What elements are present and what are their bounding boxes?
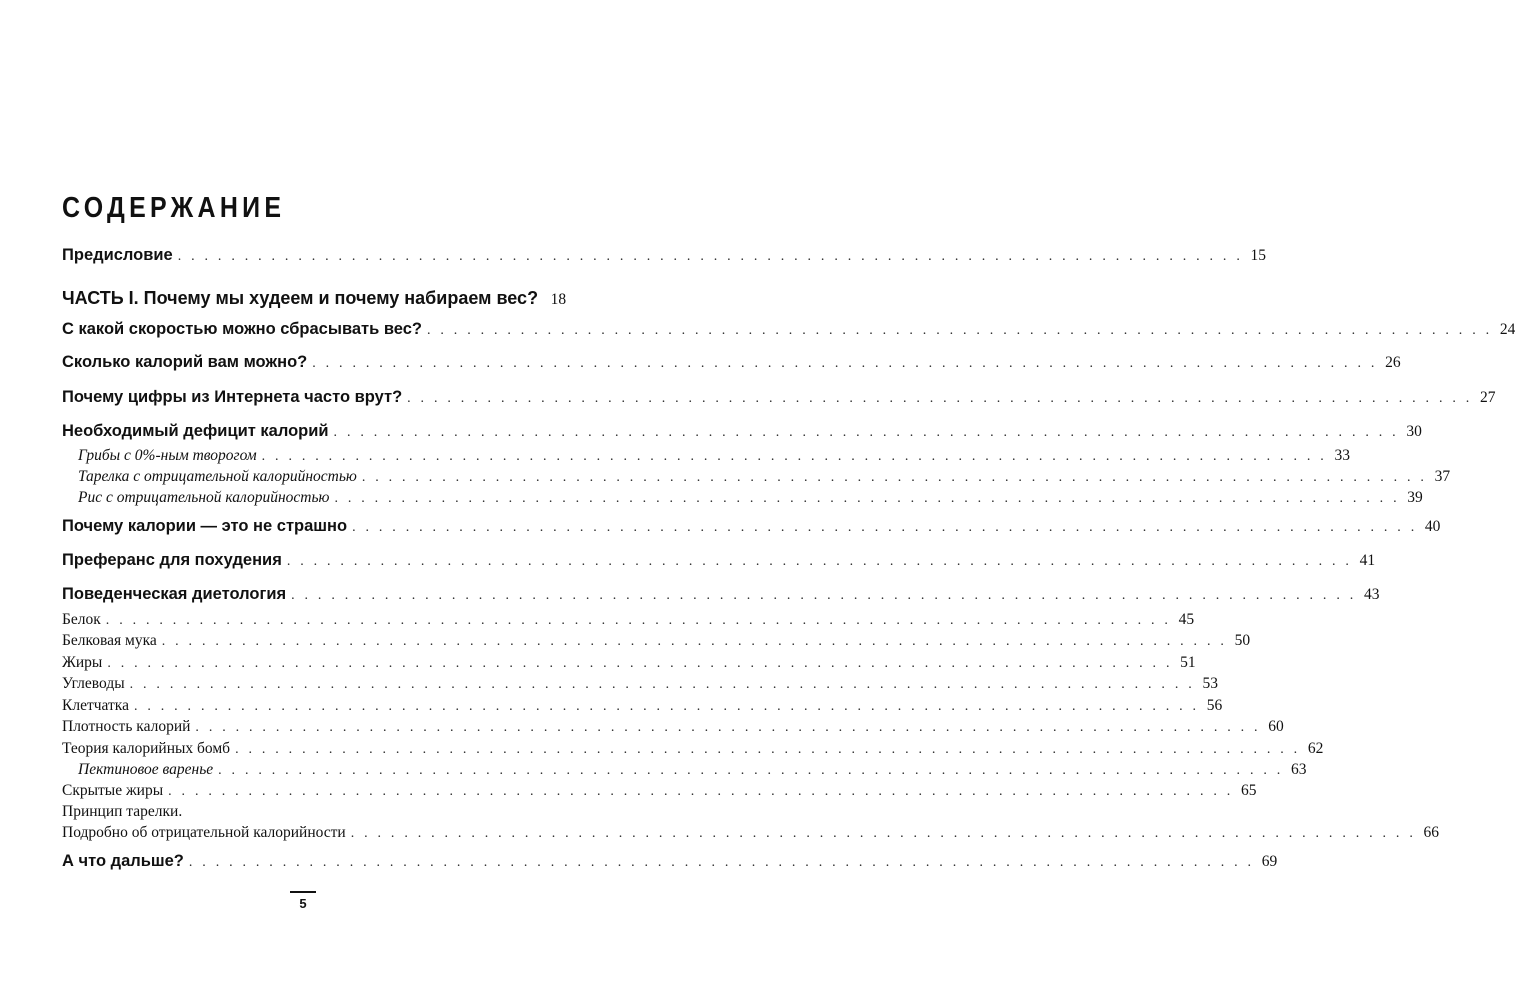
toc-leader: . . . . . . . . . . . . . . . . . . . . . . . . . . . . . . . . . . . . . . . . . . . . . . . . . . . . . . . . . . . . . . . . . . . . . . . . . . . . . . . . xyxy=(129,677,1195,692)
toc-entry-title: Подробно об отрицательной калорийности xyxy=(62,824,346,841)
toc-entry-title: Белок xyxy=(62,611,101,628)
toc-leader: . . . . . . . . . . . . . . . . . . . . . . . . . . . . . . . . . . . . . . . . . . . . . . . . . . . . . . . . . . . . . . . . . . . . . . . . . . . . . . . . xyxy=(361,470,1428,485)
toc-page-number: 18 xyxy=(550,291,567,308)
toc-entry-title: ЧАСТЬ I. Почему мы худеем и почему набираем вес? xyxy=(62,288,539,308)
toc-page-number: 27 xyxy=(1479,389,1496,406)
toc-leader: . . . . . . . . . . . . . . . . . . . . . . . . . . . . . . . . . . . . . . . . . . . . . . . . . . . . . . . . . . . . . . . . . . . . . . . . . . . . . . . . xyxy=(427,323,1493,338)
toc-leader: . . . . . . . . . . . . . . . . . . . . . . . . . . . . . . . . . . . . . . . . . . . . . . . . . . . . . . . . . . . . . . . . . . . . . . . . . . . . . . . . xyxy=(107,656,1173,671)
toc-entry-title: Пектиновое варенье xyxy=(78,761,214,778)
toc-page-number: 69 xyxy=(1261,853,1278,870)
toc-entry-negative-plate[interactable] xyxy=(62,468,1451,486)
toc-entry-weight-loss-speed[interactable] xyxy=(62,320,1515,339)
folio-rule xyxy=(290,891,316,893)
toc-entry-negative-rice[interactable] xyxy=(62,489,1423,507)
toc-entry-fiber[interactable] xyxy=(62,697,1223,715)
toc-page-number: 41 xyxy=(1359,552,1376,569)
toc-entry-title: С какой скоростью можно сбрасывать вес? xyxy=(62,320,422,338)
toc-leader: . . . . . . . . . . . . . . . . . . . . . . . . . . . . . . . . . . . . . . . . . . . . . . . . . . . . . . . . . . . . . . . . . . . . . . . . . . . . . . . . xyxy=(218,763,1284,778)
toc-leader: . . . . . . . . . . . . . . . . . . . . . . . . . . . . . . . . . . . . . . . . . . . . . . . . . . . . . . . . . . . . . . . . . . . . . . . . . . . . . . . . xyxy=(195,720,1261,735)
toc-page-number: 51 xyxy=(1180,654,1196,671)
toc-leader: . . . . . . . . . . . . . . . . . . . . . . . . . . . . . . . . . . . . . . . . . . . . . . . . . . . . . . . . . . . . . . . . . . . . . . . . . . . . . . . . xyxy=(235,742,1301,757)
toc-leader: . . . . . . . . . . . . . . . . . . . . . . . . . . . . . . . . . . . . . . . . . . . . . . . . . . . . . . . . . . . . . . . . . . . . . . . . . . . . . . . . xyxy=(333,425,1399,440)
toc-entry-title: А что дальше? xyxy=(62,852,184,870)
toc-leader: . . . . . . . . . . . . . . . . . . . . . . . . . . . . . . . . . . . . . . . . . . . . . . . . . . . . . . . . . . . . . . . . . . . . . . . . . . . . . . . . xyxy=(105,613,1172,628)
toc-page-number: 39 xyxy=(1407,489,1423,506)
toc-entry-calorie-density[interactable] xyxy=(62,718,1284,736)
toc-page-number: 45 xyxy=(1178,611,1195,628)
toc-entry-calories-not-scary[interactable] xyxy=(62,517,1441,536)
toc-entry-behavioral-dietology[interactable] xyxy=(62,585,1380,604)
toc-entry-title: Теория калорийных бомб xyxy=(62,740,231,757)
toc-page-number: 26 xyxy=(1385,354,1401,371)
toc-leader: . . . . . . . . . . . . . . . . . . . . . . . . . . . . . . . . . . . . . . . . . . . . . . . . . . . . . . . . . . . . . . . . . . . . . . . . . . . . . . . . xyxy=(334,491,1400,506)
toc-entry-fats[interactable] xyxy=(62,654,1196,672)
toc-page-number: 63 xyxy=(1290,761,1307,778)
toc-entry-title: Необходимый дефицит калорий xyxy=(62,422,329,440)
toc-entry-preface[interactable] xyxy=(62,246,1267,265)
toc-page-number: 50 xyxy=(1234,632,1251,649)
toc-entry-title: Предисловие xyxy=(62,246,173,264)
toc-page-number: 53 xyxy=(1202,675,1218,692)
toc-entry-preference[interactable] xyxy=(62,551,1376,570)
toc-leader: . . . . . . . . . . . . . . . . . . . . . . . . . . . . . . . . . . . . . . . . . . . . . . . . . . . . . . . . . . . . . . . . . . . . . . . . . . . . . . . . xyxy=(312,356,1378,371)
toc-entry-negative-calories-detail[interactable] xyxy=(62,824,1440,842)
toc-entry-protein-flour[interactable] xyxy=(62,632,1251,650)
toc-entry-title: Углеводы xyxy=(62,675,125,692)
toc-entry-title: Клетчатка xyxy=(62,697,129,714)
toc-entry-calorie-bombs[interactable] xyxy=(62,740,1324,758)
toc-page-number: 65 xyxy=(1240,782,1257,799)
toc-entry-calorie-deficit[interactable] xyxy=(62,422,1422,441)
toc-entry-title: Белковая мука xyxy=(62,632,157,649)
toc-leader: . . . . . . . . . . . . . . . . . . . . . . . . . . . . . . . . . . . . . . . . . . . . . . . . . . . . . . . . . . . . . . . . . . . . . . . . . . . . . . . . xyxy=(168,784,1234,799)
toc-entry-internet-numbers[interactable] xyxy=(62,388,1496,407)
toc-entry-title: Скрытые жиры xyxy=(62,782,164,799)
page-number: 5 xyxy=(299,896,307,911)
toc-page-number: 62 xyxy=(1307,740,1324,757)
toc-leader: . . . . . . . . . . . . . . . . . . . . . . . . . . . . . . . . . . . . . . . . . . . . . . . . . . . . . . . . . . . . . . . . . . . . . . . . . . . . . . . . xyxy=(286,554,1353,569)
toc-entry-carbs[interactable] xyxy=(62,675,1218,693)
toc-entry-title: Грибы с 0%-ным творогом xyxy=(78,447,257,464)
toc-leader: . . . . . . . . . . . . . . . . . . . . . . . . . . . . . . . . . . . . . . . . . . . . . . . . . . . . . . . . . . . . . . . . . . . . . . . . . . . . . . . . xyxy=(350,826,1417,841)
toc-page-number: 60 xyxy=(1268,718,1284,735)
toc-entry-pectin-jam[interactable] xyxy=(62,761,1307,779)
page-title: СОДЕРЖАНИЕ xyxy=(62,192,286,224)
toc-leader: . . . . . . . . . . . . . . . . . . . . . . . . . . . . . . . . . . . . . . . . . . . . . . . . . . . . . . . . . . . . . . . . . . . . . . . . . . . . . . . . xyxy=(261,449,1327,464)
toc-entry-title: Плотность калорий xyxy=(62,718,191,735)
toc-entry-title: Почему цифры из Интернета часто врут? xyxy=(62,388,403,406)
toc-leader: . . . . . . . . . . . . . . . . . . . . . . . . . . . . . . . . . . . . . . . . . . . . . . . . . . . . . . . . . . . . . . . . . . . . . . . . . . . . . . . . xyxy=(291,588,1357,603)
toc-entry-title: Рис с отрицательной калорийностью xyxy=(78,489,330,506)
toc-page-number: 15 xyxy=(1250,247,1267,264)
toc-leader: . . . . . . . . . . . . . . . . . . . . . . . . . . . . . . . . . . . . . . . . . . . . . . . . . . . . . . . . . . . . . . . . . . . . . . . . . . . . . . . . xyxy=(352,520,1418,535)
toc-page-number: 43 xyxy=(1363,586,1380,603)
toc-leader: . . . . . . . . . . . . . . . . . . . . . . . . . . . . . . . . . . . . . . . . . . . . . . . . . . . . . . . . . . . . . . . . . . . . . . . . . . . . . . . . xyxy=(177,249,1244,264)
toc-entry-plate-principle[interactable] xyxy=(62,803,540,821)
toc-entry-part-1[interactable] xyxy=(62,288,567,309)
toc-entry-mushrooms[interactable] xyxy=(62,447,1350,465)
toc-entry-whats-next[interactable] xyxy=(62,852,1278,871)
toc-entry-protein[interactable] xyxy=(62,611,1195,629)
toc-entry-title: Преферанс для похудения xyxy=(62,551,282,569)
toc-page-number: 40 xyxy=(1424,518,1441,535)
toc-entry-title: Поведенческая диетология xyxy=(62,585,287,603)
toc-leader: . . . . . . . . . . . . . . . . . . . . . . . . . . . . . . . . . . . . . . . . . . . . . . . . . . . . . . . . . . . . . . . . . . . . . . . . . . . . . . . . xyxy=(161,634,1228,649)
toc-entry-calorie-allowance[interactable] xyxy=(62,353,1401,372)
toc-page-number: 30 xyxy=(1406,423,1422,440)
toc-entry-hidden-fats[interactable] xyxy=(62,782,1257,800)
toc-leader: . . . . . . . . . . . . . . . . . . . . . . . . . . . . . . . . . . . . . . . . . . . . . . . . . . . . . . . . . . . . . . . . . . . . . . . . . . . . . . . . xyxy=(188,855,1255,870)
toc-leader: . . . . . . . . . . . . . . . . . . . . . . . . . . . . . . . . . . . . . . . . . . . . . . . . . . . . . . . . . . . . . . . . . . . . . . . . . . . . . . . . xyxy=(407,391,1473,406)
toc-entry-title: Тарелка с отрицательной калорийностью xyxy=(78,468,357,485)
toc-entry-title: Почему калории — это не страшно xyxy=(62,517,348,535)
toc-entry-title: Принцип тарелки. xyxy=(62,803,183,820)
toc-page-number: 33 xyxy=(1334,447,1350,464)
toc-entry-title: Жиры xyxy=(62,654,103,671)
toc-entry-title: Сколько калорий вам можно? xyxy=(62,353,308,371)
toc-page-number: 56 xyxy=(1206,697,1223,714)
toc-leader: . . . . . . . . . . . . . . . . . . . . . . . . . . . . . . . . . . . . . . . . . . . . . . . . . . . . . . . . . . . . . . . . . . . . . . . . . . . . . . . . xyxy=(133,699,1200,714)
toc-page-number: 24 xyxy=(1499,321,1515,338)
toc-page-number: 66 xyxy=(1423,824,1440,841)
toc-page-number: 37 xyxy=(1434,468,1451,485)
